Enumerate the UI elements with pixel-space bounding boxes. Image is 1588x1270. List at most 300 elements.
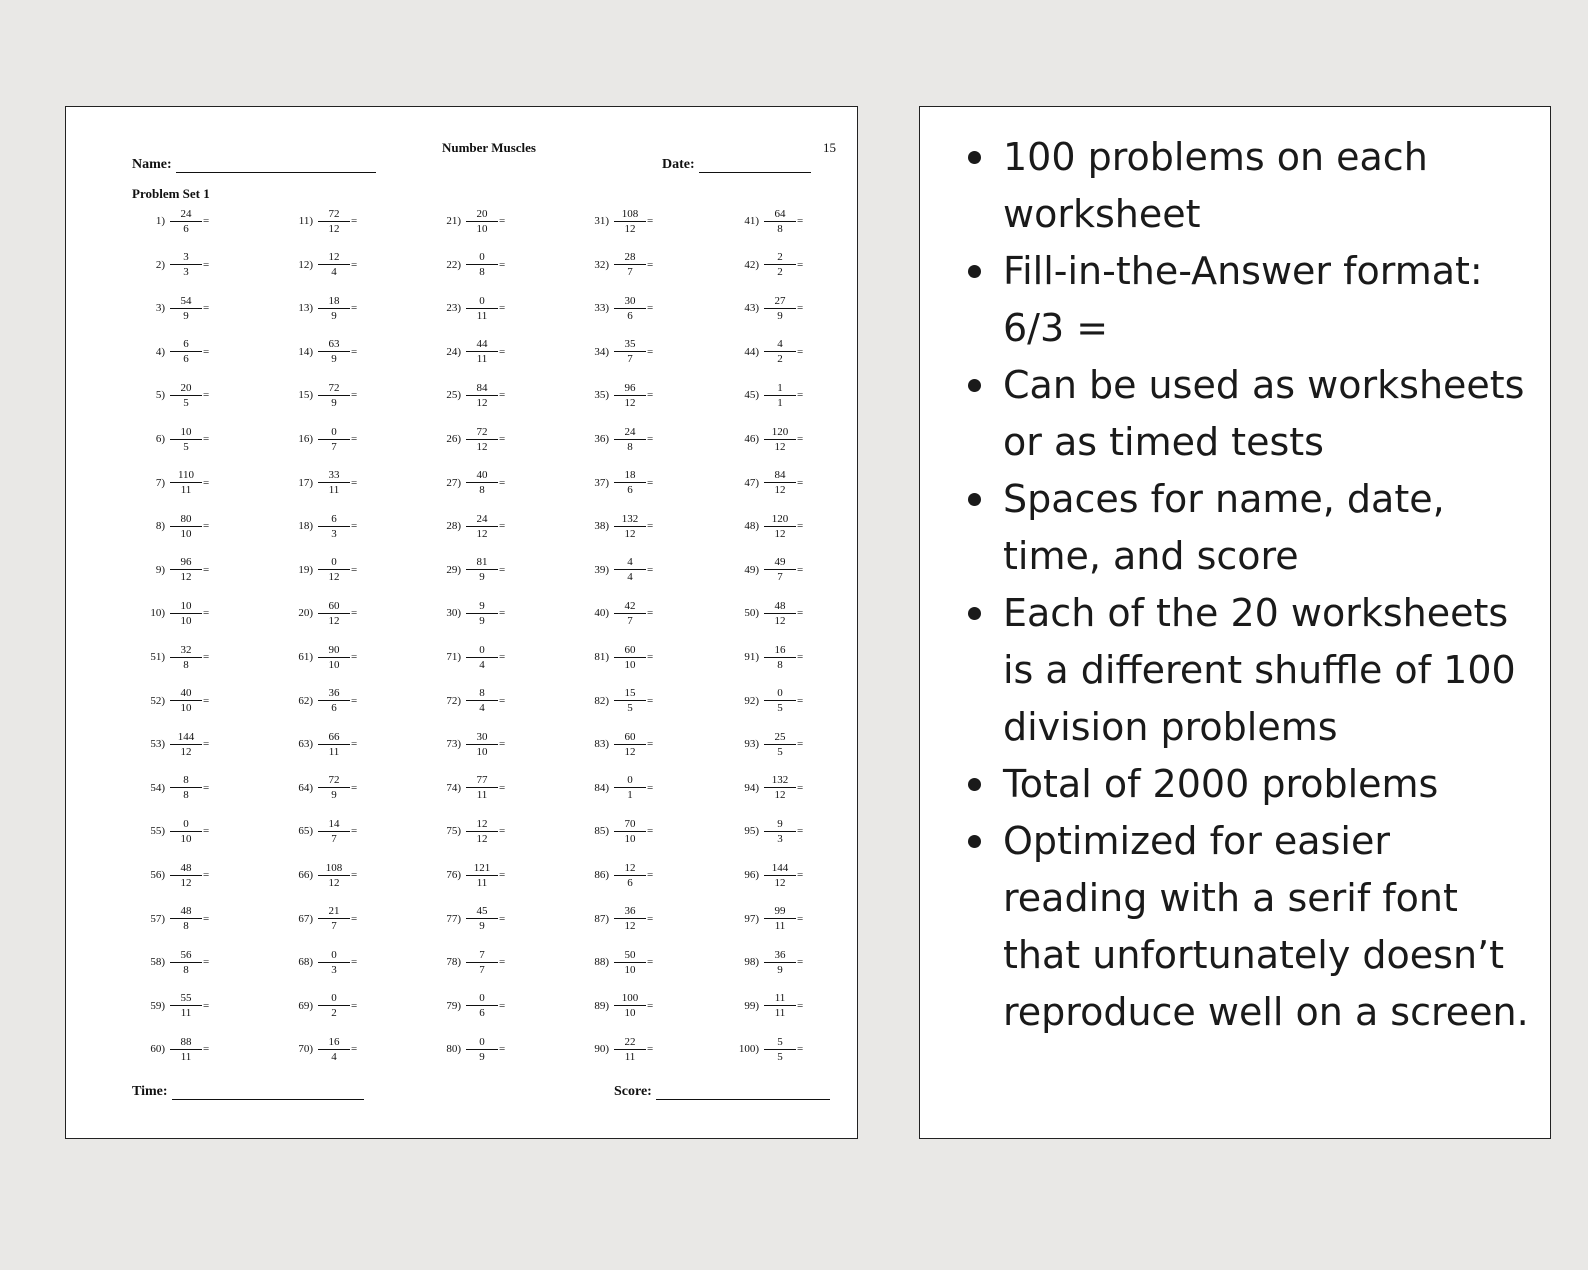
numerator: 8 [466,686,498,701]
problem-number: 95) [744,825,759,838]
equals-sign: = [499,651,506,663]
problem-number: 19) [298,563,313,576]
numerator: 5 [764,1035,796,1050]
numerator: 110 [170,468,202,483]
numerator: 0 [764,686,796,701]
fraction [614,817,646,846]
denominator: 10 [624,963,636,976]
problem-item [428,942,568,982]
equals-sign: = [351,302,358,315]
numerator: 40 [170,686,202,701]
problem-number: 65) [298,825,313,838]
numerator: 10 [170,599,202,614]
equals-sign: = [203,345,210,358]
denominator: 7 [777,571,783,584]
equals-sign: = [203,956,210,969]
numerator: 4 [614,555,646,570]
problem-number: 76) [446,869,461,881]
problem-number: 24) [446,345,461,358]
equals-sign: = [351,651,358,663]
bullet-icon [968,607,981,620]
numerator: 20 [466,207,498,222]
problem-item [576,681,716,721]
problem-number: 73) [446,738,461,751]
numerator: 0 [318,991,350,1006]
fraction [764,991,796,1020]
problem-item [132,681,272,721]
equals-sign: = [203,389,210,402]
denominator: 5 [183,440,189,453]
problem-number: 78) [446,956,461,969]
numerator: 4 [764,337,796,352]
score-label: Score: [614,1084,652,1099]
fraction [170,817,202,846]
problem-set-label: Problem Set 1 [132,186,210,201]
fraction [614,730,646,759]
denominator: 9 [183,309,189,322]
time-label: Time: [132,1084,168,1099]
problem-item [428,288,568,328]
denominator: 11 [774,1007,786,1020]
numerator: 2 [764,250,796,265]
problem-item [726,899,858,939]
problem-item [726,288,858,328]
equals-sign: = [647,956,654,969]
problem-item [132,811,272,851]
denominator: 11 [328,484,340,497]
equals-sign: = [499,956,506,969]
denominator: 10 [624,1007,636,1020]
equals-sign: = [351,563,358,576]
problem-number: 40) [594,607,609,620]
problem-number: 75) [446,825,461,838]
problem-item [726,637,858,677]
problem-number: 99) [744,999,759,1012]
equals-sign: = [797,258,804,271]
fraction [318,1035,350,1064]
fraction [466,1035,498,1064]
denominator: 12 [774,440,786,453]
equals-sign: = [647,738,654,751]
equals-sign: = [797,389,804,402]
problem-number: 56) [150,869,165,881]
equals-sign: = [351,345,358,358]
numerator: 1 [764,381,796,396]
numerator: 56 [170,948,202,963]
equals-sign: = [797,520,804,533]
denominator: 11 [476,353,488,366]
fraction [318,425,350,454]
numerator: 10 [170,425,202,440]
denominator: 12 [624,396,636,409]
problem-number: 2) [155,258,165,271]
fraction [764,861,796,890]
equals-sign: = [351,738,358,751]
worksheet-title: Number Muscles [441,140,536,155]
bullet-icon [968,493,981,506]
equals-sign: = [797,476,804,489]
problem-number: 92) [744,694,759,707]
denominator: 10 [624,832,636,845]
denominator: 10 [180,702,192,715]
problem-number: 25) [446,389,461,402]
problem-item [576,463,716,503]
numerator: 9 [764,817,796,832]
fraction [170,948,202,977]
problem-item [132,201,272,241]
equals-sign: = [647,302,654,315]
problem-number: 66) [298,869,313,881]
numerator: 20 [170,381,202,396]
numerator: 88 [170,1035,202,1050]
problem-item [428,855,568,895]
denominator: 4 [331,1050,337,1063]
fraction [614,686,646,715]
problem-item [280,681,420,721]
numerator: 6 [318,512,350,527]
problem-item [428,506,568,546]
numerator: 11 [764,991,796,1006]
feature-item [920,357,1551,471]
equals-sign: = [351,258,358,271]
numerator: 72 [466,425,498,440]
equals-sign: = [797,999,804,1012]
problem-number: 48) [744,520,759,533]
denominator: 9 [331,396,337,409]
numerator: 0 [466,991,498,1006]
feature-text: Fill-in-the-Answer format: 6/3 = [1003,249,1483,350]
numerator: 30 [466,730,498,745]
fraction [318,686,350,715]
equals-sign: = [351,389,358,402]
fraction [466,512,498,541]
problem-item [576,288,716,328]
problem-number: 88) [594,956,609,969]
problem-item [132,724,272,764]
denominator: 9 [777,963,783,976]
denominator: 3 [331,963,337,976]
denominator: 10 [180,832,192,845]
equals-sign: = [647,389,654,402]
problem-item [576,942,716,982]
fraction [466,599,498,628]
numerator: 25 [764,730,796,745]
denominator: 8 [627,440,633,453]
denominator: 9 [777,309,783,322]
feature-text: 100 problems on each worksheet [1003,135,1428,236]
problem-item [428,681,568,721]
problem-number: 12) [298,258,313,271]
time-blank-line [172,1087,364,1100]
problem-number: 36) [594,433,609,445]
problem-item [726,593,858,633]
denominator: 12 [774,484,786,497]
problem-item [132,637,272,677]
problem-item [280,768,420,808]
fraction [318,730,350,759]
problem-item [428,463,568,503]
time-field [132,1084,364,1100]
equals-sign: = [797,825,804,838]
numerator: 80 [170,512,202,527]
problem-number: 43) [744,302,759,315]
fraction [170,904,202,933]
equals-sign: = [647,1043,654,1056]
problem-number: 86) [594,869,609,881]
denominator: 9 [479,614,485,627]
problem-number: 100) [738,1043,759,1056]
fraction [466,686,498,715]
numerator: 120 [764,425,796,440]
equals-sign: = [797,607,804,620]
fraction [318,861,350,890]
problem-item [132,419,272,459]
numerator: 50 [614,948,646,963]
denominator: 12 [476,527,488,540]
fraction [764,904,796,933]
fraction [614,643,646,672]
equals-sign: = [647,912,654,925]
feature-text: Spaces for name, date, time, and score [1003,477,1445,578]
numerator: 27 [764,294,796,309]
equals-sign: = [203,781,210,794]
problem-item [726,245,858,285]
problem-number: 18) [298,520,313,533]
problem-item [132,942,272,982]
numerator: 32 [170,643,202,658]
numerator: 0 [466,1035,498,1050]
bullet-icon [968,778,981,791]
equals-sign: = [203,694,210,707]
numerator: 16 [764,643,796,658]
numerator: 0 [466,250,498,265]
problem-number: 39) [594,563,609,576]
numerator: 40 [466,468,498,483]
fraction [170,381,202,410]
equals-sign: = [647,651,654,663]
problem-item [280,811,420,851]
problem-number: 89) [594,999,609,1012]
numerator: 84 [466,381,498,396]
problem-number: 8) [155,520,165,533]
equals-sign: = [797,345,804,358]
denominator: 8 [777,222,783,235]
feature-item [920,813,1551,1041]
problem-item [428,724,568,764]
problem-number: 81) [594,651,609,663]
numerator: 45 [466,904,498,919]
problem-item [428,593,568,633]
problem-item [576,201,716,241]
equals-sign: = [797,563,804,576]
denominator: 12 [328,876,340,889]
problem-number: 85) [594,825,609,838]
fraction [466,294,498,323]
fraction [466,730,498,759]
denominator: 12 [774,789,786,802]
feature-item [920,471,1551,585]
numerator: 30 [614,294,646,309]
equals-sign: = [351,433,358,445]
equals-sign: = [203,1043,210,1056]
problem-number: 61) [298,651,313,663]
fraction [318,643,350,672]
numerator: 0 [170,817,202,832]
equals-sign: = [797,956,804,969]
numerator: 7 [466,948,498,963]
fraction [170,468,202,497]
fraction [614,425,646,454]
problem-item [132,332,272,372]
worksheet-page [65,106,858,1139]
fraction [170,294,202,323]
fraction [764,1035,796,1064]
fraction [466,250,498,279]
denominator: 10 [180,614,192,627]
equals-sign: = [203,825,210,838]
denominator: 12 [624,745,636,758]
numerator: 22 [614,1035,646,1050]
bullet-icon [968,835,981,848]
problem-item [280,419,420,459]
equals-sign: = [647,563,654,576]
problem-item [726,681,858,721]
problem-number: 21) [446,215,461,227]
fraction [318,294,350,323]
equals-sign: = [647,781,654,794]
fraction [170,991,202,1020]
fraction [466,861,498,890]
fraction [318,599,350,628]
equals-sign: = [351,956,358,969]
fraction [614,381,646,410]
fraction [170,425,202,454]
problem-item [576,811,716,851]
fraction [466,904,498,933]
problem-number: 14) [298,345,313,358]
numerator: 72 [318,773,350,788]
numerator: 108 [318,861,350,876]
problem-item [428,201,568,241]
problem-item [576,855,716,895]
fraction [764,207,796,236]
numerator: 66 [318,730,350,745]
problem-item [132,288,272,328]
fraction [764,337,796,366]
problem-item [132,986,272,1026]
fraction [170,599,202,628]
equals-sign: = [647,999,654,1012]
fraction [614,861,646,890]
problem-item [726,768,858,808]
problem-item [428,1029,568,1069]
equals-sign: = [647,345,654,358]
denominator: 12 [624,222,636,235]
problem-number: 74) [446,781,461,794]
numerator: 48 [170,904,202,919]
problem-number: 6) [155,433,165,445]
fraction [466,207,498,236]
denominator: 8 [183,920,189,933]
problem-item [428,986,568,1026]
feature-item [920,243,1551,357]
fraction [764,730,796,759]
problem-item [280,375,420,415]
fraction [764,512,796,541]
numerator: 28 [614,250,646,265]
problem-number: 16) [298,433,313,445]
problem-number: 71) [446,651,461,663]
denominator: 12 [476,396,488,409]
fraction [318,555,350,584]
numerator: 77 [466,773,498,788]
problem-item [280,986,420,1026]
problem-item [576,419,716,459]
problem-number: 70) [298,1043,313,1056]
fraction [466,817,498,846]
numerator: 72 [318,381,350,396]
problem-number: 93) [744,738,759,751]
problem-number: 77) [446,912,461,925]
numerator: 16 [318,1035,350,1050]
denominator: 4 [627,571,633,584]
equals-sign: = [499,738,506,751]
denominator: 10 [476,745,488,758]
equals-sign: = [203,738,210,751]
problem-number: 90) [594,1043,609,1056]
denominator: 6 [627,484,633,497]
numerator: 24 [614,425,646,440]
problem-item [576,637,716,677]
problem-item [726,463,858,503]
denominator: 9 [479,571,485,584]
numerator: 0 [318,555,350,570]
feature-text: Each of the 20 worksheets is a different shuffle of 100 division problems [1003,591,1516,749]
problem-item [132,375,272,415]
equals-sign: = [647,607,654,620]
denominator: 10 [476,222,488,235]
denominator: 11 [476,789,488,802]
equals-sign: = [797,302,804,315]
problem-item [576,375,716,415]
equals-sign: = [499,215,506,227]
denominator: 4 [479,702,485,715]
problem-number: 22) [446,258,461,271]
problem-item [280,506,420,546]
score-field [614,1084,830,1100]
denominator: 7 [331,920,337,933]
denominator: 8 [183,658,189,671]
numerator: 70 [614,817,646,832]
feature-list [920,129,1551,1041]
denominator: 12 [774,527,786,540]
equals-sign: = [203,520,210,533]
numerator: 100 [614,991,646,1006]
score-blank-line [656,1087,830,1100]
fraction [170,773,202,802]
fraction [318,904,350,933]
equals-sign: = [797,912,804,925]
numerator: 24 [466,512,498,527]
fraction [318,250,350,279]
problem-number: 91) [744,651,759,663]
equals-sign: = [797,1043,804,1056]
numerator: 144 [764,861,796,876]
problem-number: 34) [594,345,609,358]
fraction [318,207,350,236]
numerator: 63 [318,337,350,352]
problem-number: 63) [298,738,313,751]
